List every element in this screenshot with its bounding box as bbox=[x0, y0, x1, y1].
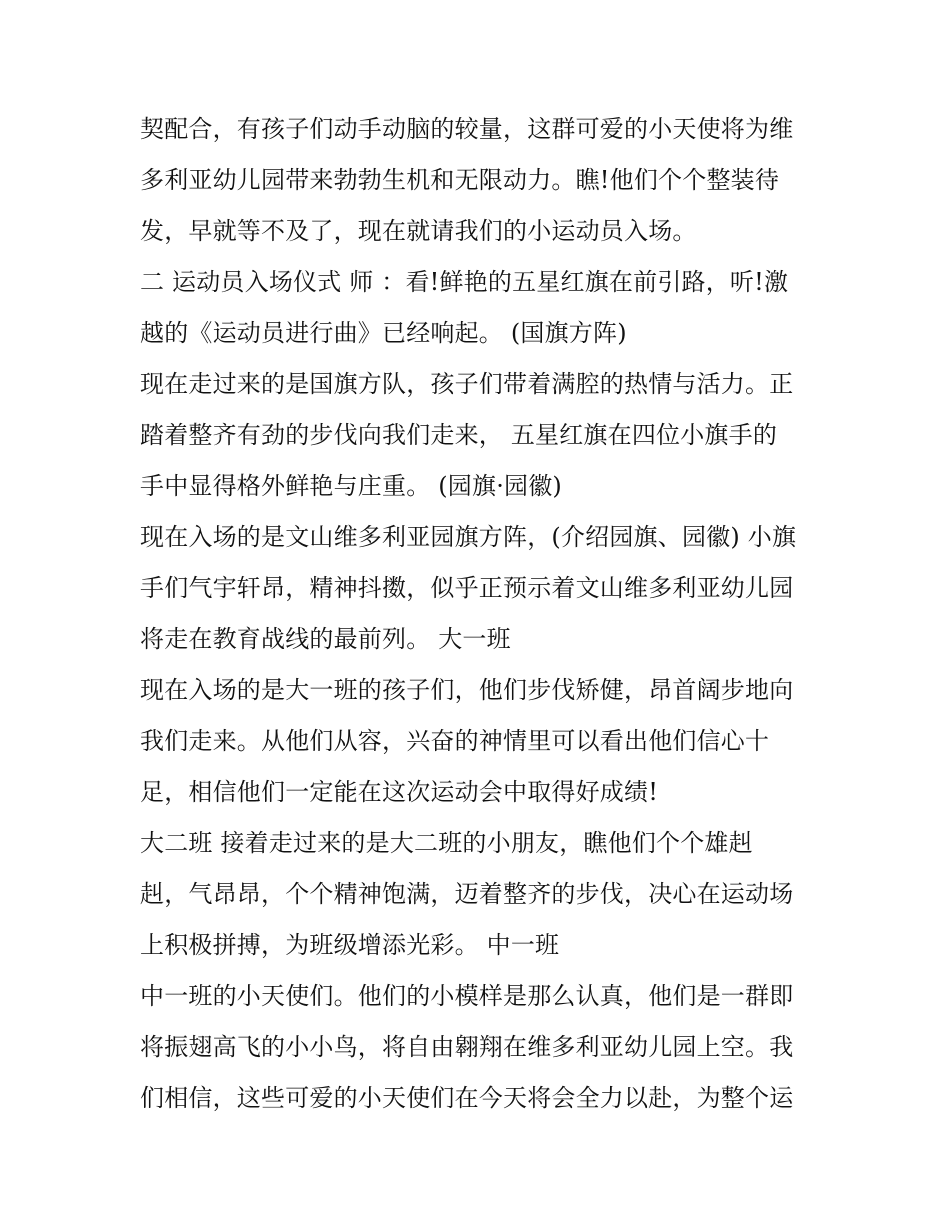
text-line: 现在入场的是大一班的孩子们，他们步伐矫健，昂首阔步地向 bbox=[140, 676, 794, 704]
text-line: 手们气宇轩昂，精神抖擞，似乎正预示着文山维多利亚幼儿园 bbox=[140, 574, 794, 602]
text-line: 发，早就等不及了，现在就请我们的小运动员入场。 bbox=[140, 217, 697, 245]
text-line: 大二班 接着走过来的是大二班的小朋友，瞧他们个个雄赳 bbox=[140, 829, 753, 857]
text-line: 中一班的小天使们。他们的小模样是那么认真，他们是一群即 bbox=[140, 982, 794, 1010]
text-line: 踏着整齐有劲的步伐向我们走来， 五星红旗在四位小旗手的 bbox=[140, 421, 778, 449]
text-line: 足，相信他们一定能在这次运动会中取得好成绩! bbox=[140, 778, 659, 806]
text-line: 上积极拼搏，为班级增添光彩。 中一班 bbox=[140, 931, 560, 959]
text-line: 我们走来。从他们从容，兴奋的神情里可以看出他们信心十 bbox=[140, 727, 770, 755]
text-line: 赳，气昂昂，个个精神饱满，迈着整齐的步伐，决心在运动场 bbox=[140, 880, 794, 908]
text-line: 越的《运动员进行曲》已经响起。 (国旗方阵) bbox=[140, 319, 627, 347]
text-line: 手中显得格外鲜艳与庄重。 (园旗·园徽) bbox=[140, 472, 562, 500]
text-line: 多利亚幼儿园带来勃勃生机和无限动力。瞧!他们个个整装待 bbox=[140, 166, 780, 194]
text-line: 们相信，这些可爱的小天使们在今天将会全力以赴，为整个运 bbox=[140, 1084, 794, 1112]
text-line: 将振翅高飞的小小鸟，将自由翱翔在维多利亚幼儿园上空。我 bbox=[140, 1033, 794, 1061]
body-text bbox=[140, 104, 820, 1124]
text-line: 现在走过来的是国旗方队，孩子们带着满腔的热情与活力。正 bbox=[140, 370, 794, 398]
text-line: 契配合，有孩子们动手动脑的较量，这群可爱的小天使将为维 bbox=[140, 115, 794, 143]
text-line: 将走在教育战线的最前列。 大一班 bbox=[140, 625, 511, 653]
text-line: 现在入场的是文山维多利亚园旗方阵，(介绍园旗、园徽) 小旗 bbox=[140, 523, 797, 551]
text-line: 二 运动员入场仪式 师 ：看!鲜艳的五星红旗在前引路，听!激 bbox=[140, 268, 789, 296]
